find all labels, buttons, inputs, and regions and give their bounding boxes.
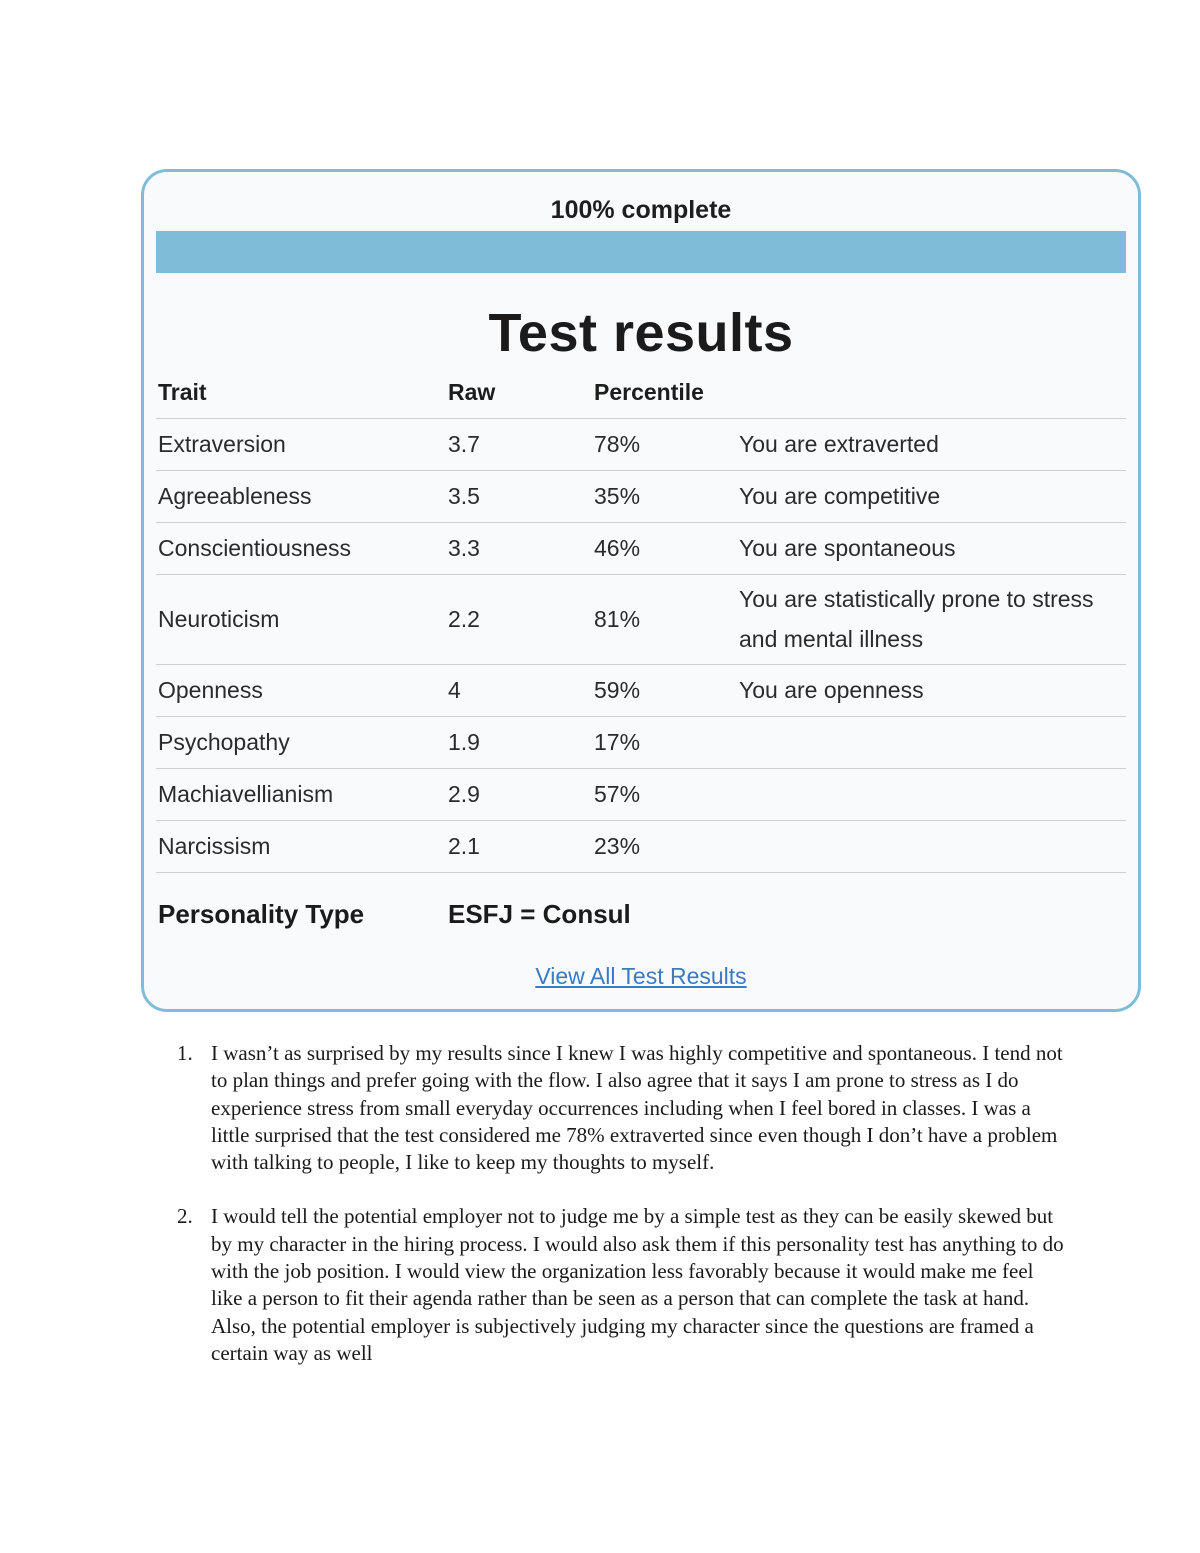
personality-type-value: ESFJ = Consul xyxy=(448,899,631,929)
trait-description: You are extraverted xyxy=(737,418,1126,470)
answers-list xyxy=(172,1040,1072,1394)
test-results-card xyxy=(141,169,1141,1012)
table-row xyxy=(156,522,1126,574)
trait-description xyxy=(737,716,1126,768)
trait-name: Openness xyxy=(156,664,446,716)
trait-name: Neuroticism xyxy=(156,574,446,664)
trait-raw: 2.9 xyxy=(446,768,592,820)
trait-description: You are competitive xyxy=(737,470,1126,522)
trait-raw: 1.9 xyxy=(446,716,592,768)
list-item xyxy=(172,1040,1072,1176)
trait-percentile: 57% xyxy=(592,768,737,820)
trait-percentile: 78% xyxy=(592,418,737,470)
trait-description: You are openness xyxy=(737,664,1126,716)
trait-name: Conscientiousness xyxy=(156,522,446,574)
trait-raw: 3.5 xyxy=(446,470,592,522)
trait-raw: 3.7 xyxy=(446,418,592,470)
table-row xyxy=(156,664,1126,716)
answer-text: I would tell the potential employer not to judge me by a simple test as they can be easily skewed but by my character in the hiring process. I would also ask them if this personality test has anything to do with the job position. I would view the organization less favorably because it would make me feel like a person to fit their agenda rather than be seen as a person that can complete the task at hand. Also, the potential employer is subjectively judging my character since the questions are framed a certain way as well xyxy=(211,1204,1064,1365)
trait-name: Machiavellianism xyxy=(156,768,446,820)
answer-number: 1. xyxy=(177,1041,193,1065)
trait-name: Narcissism xyxy=(156,820,446,872)
trait-raw: 4 xyxy=(446,664,592,716)
progress-bar xyxy=(156,231,1126,273)
trait-name: Agreeableness xyxy=(156,470,446,522)
trait-raw: 3.3 xyxy=(446,522,592,574)
table-row xyxy=(156,768,1126,820)
trait-description xyxy=(737,768,1126,820)
trait-percentile: 46% xyxy=(592,522,737,574)
trait-percentile: 17% xyxy=(592,716,737,768)
answer-number: 2. xyxy=(177,1204,193,1229)
trait-description: You are spontaneous xyxy=(737,522,1126,574)
table-row xyxy=(156,470,1126,522)
trait-description: You are statistically prone to stress and mental illness xyxy=(737,574,1126,664)
header-percentile: Percentile xyxy=(592,367,737,418)
trait-percentile: 35% xyxy=(592,470,737,522)
list-item xyxy=(172,1203,1072,1367)
progress-label: 100% complete xyxy=(550,196,732,224)
progress-bar-fill xyxy=(156,231,1126,273)
results-title: Test results xyxy=(488,303,794,363)
table-header-row xyxy=(156,367,1126,418)
trait-percentile: 59% xyxy=(592,664,737,716)
personality-type-label: Personality Type xyxy=(158,899,365,929)
trait-raw: 2.2 xyxy=(446,574,592,664)
trait-raw: 2.1 xyxy=(446,820,592,872)
answer-text: I wasn’t as surprised by my results since I knew I was highly competitive and spontaneous. I tend not to plan things and prefer going with the flow. I also agree that it says I am prone to stress as I do experience stress from small everyday occurrences including when I feel bored in classes. I was a little surprised that the test considered me 78% extraverted since even though I don’t have a problem with talking to people, I like to keep my thoughts to myself. xyxy=(211,1041,1063,1175)
results-table xyxy=(156,367,1126,873)
trait-name: Psychopathy xyxy=(156,716,446,768)
table-row xyxy=(156,574,1126,664)
header-trait: Trait xyxy=(156,367,446,418)
view-all-results-link[interactable]: View All Test Results xyxy=(535,963,747,989)
trait-percentile: 81% xyxy=(592,574,737,664)
header-raw: Raw xyxy=(446,367,592,418)
table-row xyxy=(156,716,1126,768)
table-row xyxy=(156,820,1126,872)
trait-name: Extraversion xyxy=(156,418,446,470)
table-row xyxy=(156,418,1126,470)
trait-description xyxy=(737,820,1126,872)
header-description xyxy=(737,367,1126,418)
trait-percentile: 23% xyxy=(592,820,737,872)
